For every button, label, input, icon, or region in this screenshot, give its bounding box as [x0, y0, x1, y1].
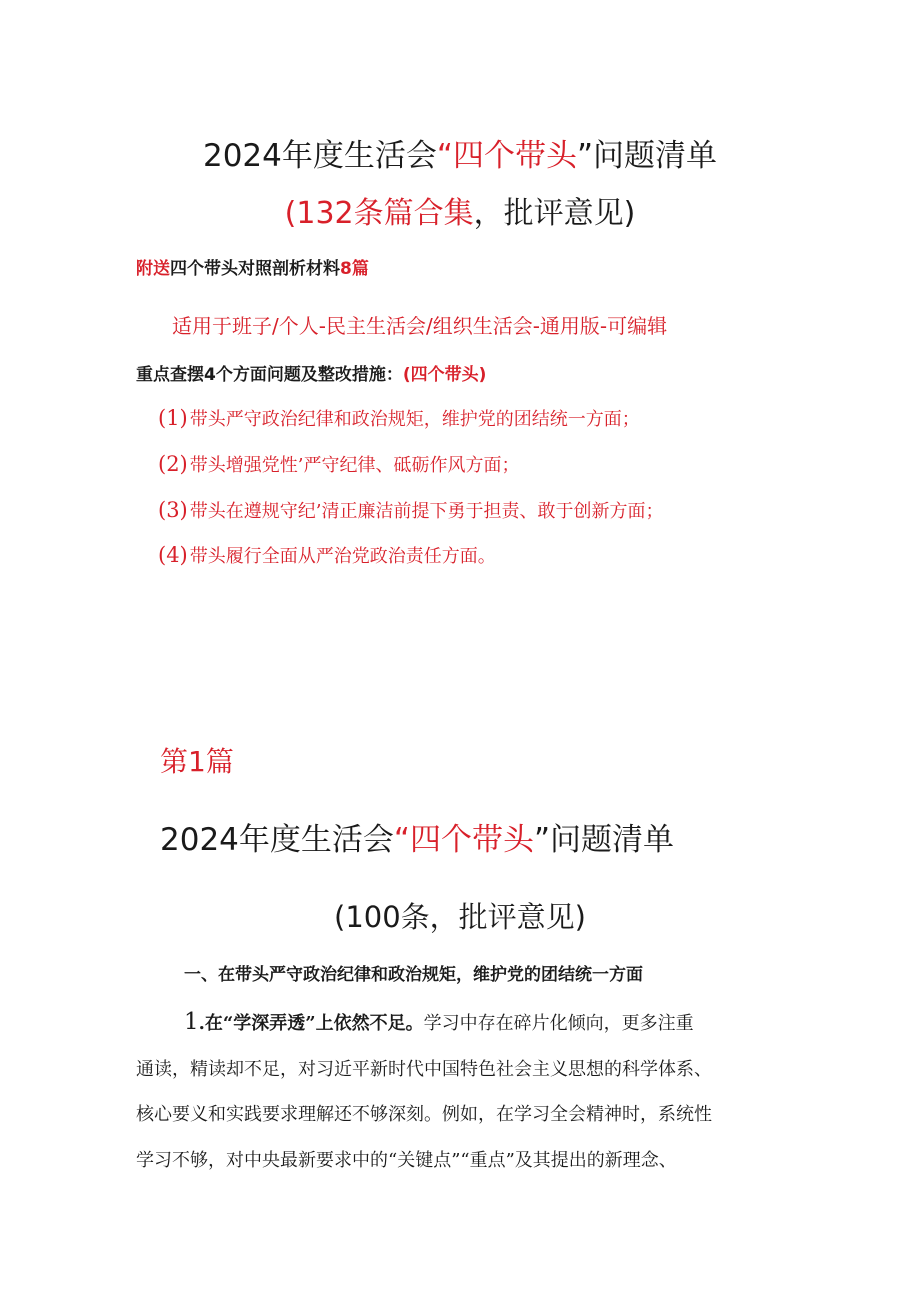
paragraph-number: 1	[184, 1009, 199, 1035]
body-paragraph	[136, 1000, 784, 1183]
subtitle-black: ，批评意见)	[473, 196, 636, 231]
list-item-text: 带头增强党性’严守纪律、砥砺作风方面；	[189, 455, 520, 476]
section-title-suffix: 问题清单	[550, 822, 675, 858]
title-suffix: 问题清单	[593, 138, 718, 174]
list-item-number: (1)	[158, 406, 188, 430]
gift-red: 附送	[136, 259, 170, 279]
section-title-quote-close: ”	[533, 822, 551, 858]
subtitle-red: (132条篇合集	[284, 196, 474, 231]
paragraph-line-3: 核心要义和实践要求理解还不够深刻。例如，在学习全会精神时，系统性	[136, 1104, 712, 1125]
gift-black: 四个带头对照剖析材料	[170, 259, 340, 279]
title-quote-close: ”	[576, 138, 594, 174]
focus-heading	[136, 360, 486, 385]
section-title-highlight: 四个带头	[409, 822, 534, 858]
title-highlight: 四个带头	[452, 138, 577, 174]
gift-count: 8篇	[340, 259, 369, 279]
title-prefix: 2024年度生活会	[202, 138, 437, 174]
paragraph-line-4: 学习不够，对中央最新要求中的“关键点”“重点”及其提出的新理念、	[136, 1149, 677, 1171]
list-item-number: (3)	[158, 498, 188, 522]
focus-red: (四个带头)	[402, 365, 487, 385]
list-item-number: (4)	[158, 543, 188, 567]
document-subtitle	[0, 188, 920, 232]
list-item	[158, 497, 663, 523]
paragraph-lead: .在“学深弄透”上依然不足。	[198, 1013, 424, 1034]
list-item	[158, 451, 519, 477]
list-item-text: 带头严守政治纪律和政治规矩，维护党的团结统一方面；	[189, 409, 640, 430]
paragraph-line-1-rest: 学习中存在碎片化倾向，更多注重	[423, 1013, 694, 1034]
paragraph-line	[136, 1000, 784, 1047]
focus-black: 重点查摆4个方面问题及整改措施：	[136, 365, 403, 385]
list-item-number: (2)	[158, 452, 188, 476]
section-title-quote-open: “	[393, 822, 410, 858]
document-title	[0, 130, 920, 175]
subsection-heading: 一、在带头严守政治纪律和政治规矩，维护党的团结统一方面	[184, 965, 643, 985]
section-label: 第1篇	[160, 745, 234, 778]
title-quote-open: “	[436, 138, 453, 174]
section-title	[160, 814, 674, 859]
section-title-prefix: 2024年度生活会	[160, 822, 394, 858]
applicable-note: 适用于班子/个人-民主生活会/组织生活会-通用版-可编辑	[172, 314, 668, 338]
list-item	[158, 405, 640, 431]
list-item-text: 带头履行全面从严治党政治责任方面。	[189, 546, 496, 567]
list-item	[158, 542, 496, 568]
section-subtitle: (100条，批评意见)	[334, 900, 586, 934]
paragraph-line-2: 通读，精读却不足，对习近平新时代中国特色社会主义思想的科学体系、	[136, 1058, 712, 1080]
list-item-text: 带头在遵规守纪’清正廉洁前提下勇于担责、敢于创新方面；	[189, 501, 664, 522]
gift-note	[136, 254, 369, 279]
